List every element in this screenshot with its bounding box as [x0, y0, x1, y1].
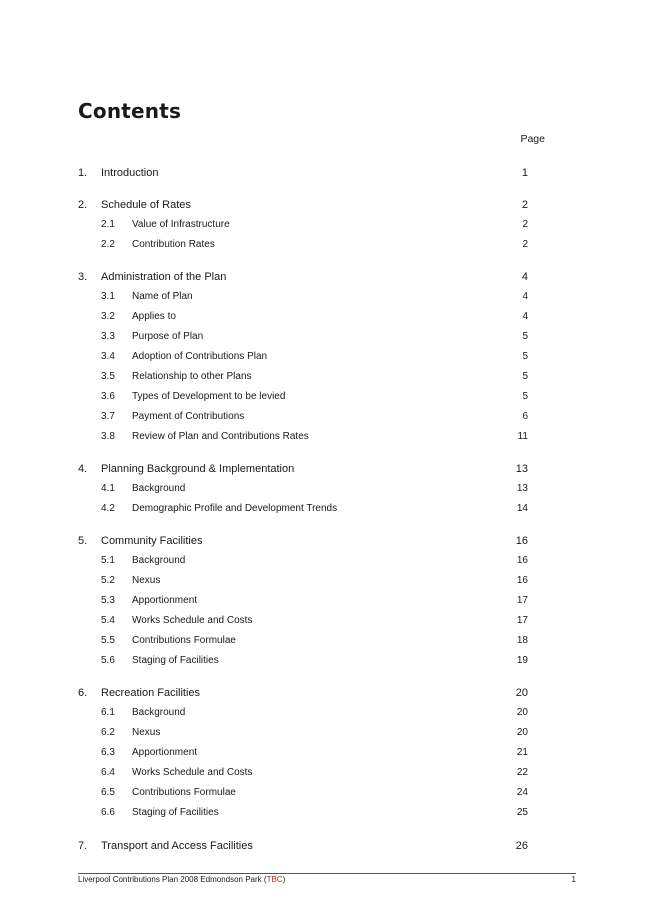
toc-section-page: 4 — [521, 271, 528, 283]
toc-subsection-number: 5.4 — [101, 615, 115, 626]
toc-subsection-row[interactable] — [0, 745, 653, 761]
toc-subsection-number: 2.1 — [101, 219, 115, 230]
toc-subsection-page: 16 — [516, 575, 528, 586]
toc-section-number: 1. — [78, 167, 88, 179]
toc-subsection-page: 6 — [522, 411, 528, 422]
toc-subsection-number: 4.2 — [101, 503, 115, 514]
toc-section-number: 5. — [78, 535, 88, 547]
page-column-header: Page — [520, 133, 545, 145]
footer-title — [78, 875, 285, 884]
toc-subsection-number: 6.6 — [101, 807, 115, 818]
toc-section-number: 3. — [78, 271, 88, 283]
toc-subsection-number: 6.3 — [101, 747, 115, 758]
toc-subsection-row[interactable] — [0, 613, 653, 629]
toc-subsection-row[interactable] — [0, 501, 653, 517]
toc-subsection-title: Apportionment — [132, 747, 198, 758]
toc-subsection-title: Apportionment — [132, 595, 198, 606]
toc-subsection-row[interactable] — [0, 725, 653, 741]
toc-section-title: Administration of the Plan — [101, 271, 227, 283]
toc-subsection-title: Works Schedule and Costs — [132, 767, 253, 778]
toc-section-title: Introduction — [101, 167, 159, 179]
toc-subsection-number: 2.2 — [101, 239, 115, 250]
toc-subsection-page: 22 — [516, 767, 528, 778]
toc-section-row[interactable] — [0, 685, 653, 701]
toc-subsection-page: 24 — [516, 787, 528, 798]
toc-subsection-title: Applies to — [132, 311, 176, 322]
toc-section-row[interactable] — [0, 165, 653, 181]
toc-subsection-number: 5.5 — [101, 635, 115, 646]
toc-section-page: 20 — [515, 687, 528, 699]
toc-subsection-row[interactable] — [0, 409, 653, 425]
toc-section-title: Recreation Facilities — [101, 687, 201, 699]
toc-subsection-title: Nexus — [132, 575, 161, 586]
toc-subsection-page: 2 — [522, 219, 528, 230]
toc-subsection-number: 3.3 — [101, 331, 115, 342]
toc-subsection-page: 17 — [516, 595, 528, 606]
toc-subsection-page: 16 — [516, 555, 528, 566]
footer-page-number: 1 — [571, 875, 576, 884]
toc-subsection-number: 5.2 — [101, 575, 115, 586]
toc-subsection-row[interactable] — [0, 217, 653, 233]
toc-subsection-row[interactable] — [0, 573, 653, 589]
toc-subsection-number: 5.6 — [101, 655, 115, 666]
toc-subsection-title: Name of Plan — [132, 291, 193, 302]
toc-subsection-row[interactable] — [0, 329, 653, 345]
toc-section-page: 26 — [515, 840, 528, 852]
toc-section-page: 1 — [521, 167, 528, 179]
toc-subsection-page: 18 — [516, 635, 528, 646]
toc-subsection-row[interactable] — [0, 429, 653, 445]
toc-subsection-page: 5 — [522, 331, 528, 342]
toc-subsection-title: Background — [132, 707, 186, 718]
toc-subsection-title: Staging of Facilities — [132, 655, 219, 666]
toc-subsection-row[interactable] — [0, 237, 653, 253]
toc-subsection-page: 4 — [522, 291, 528, 302]
toc-subsection-page: 5 — [522, 371, 528, 382]
toc-subsection-title: Contributions Formulae — [132, 635, 236, 646]
toc-subsection-row[interactable] — [0, 633, 653, 649]
toc-subsection-title: Adoption of Contributions Plan — [132, 351, 268, 362]
toc-subsection-title: Contributions Formulae — [132, 787, 236, 798]
toc-subsection-title: Staging of Facilities — [132, 807, 219, 818]
toc-subsection-page: 13 — [516, 483, 528, 494]
toc-section-row[interactable] — [0, 461, 653, 477]
toc-subsection-title: Contribution Rates — [132, 239, 215, 250]
toc-subsection-title: Value of Infrastructure — [132, 219, 230, 230]
toc-subsection-page: 17 — [516, 615, 528, 626]
toc-subsection-title: Relationship to other Plans — [132, 371, 252, 382]
toc-subsection-page: 25 — [516, 807, 528, 818]
toc-subsection-row[interactable] — [0, 653, 653, 669]
toc-subsection-page: 14 — [516, 503, 528, 514]
toc-subsection-number: 5.1 — [101, 555, 115, 566]
footer-close-paren: ) — [282, 875, 286, 884]
toc-subsection-page: 11 — [517, 431, 528, 442]
toc-subsection-number: 3.7 — [101, 411, 115, 422]
toc-section-title: Schedule of Rates — [101, 199, 191, 211]
toc-subsection-row[interactable] — [0, 389, 653, 405]
toc-subsection-number: 6.5 — [101, 787, 115, 798]
toc-subsection-row[interactable] — [0, 481, 653, 497]
toc-section-title: Community Facilities — [101, 535, 203, 547]
toc-subsection-page: 20 — [516, 707, 528, 718]
footer-tbc-tag: TBC — [266, 875, 283, 884]
toc-section-title: Transport and Access Facilities — [101, 840, 253, 852]
toc-subsection-title: Purpose of Plan — [132, 331, 204, 342]
toc-subsection-title: Nexus — [132, 727, 161, 738]
toc-section-row[interactable] — [0, 838, 653, 854]
toc-section-title: Planning Background & Implementation — [101, 463, 295, 475]
toc-subsection-page: 2 — [522, 239, 528, 250]
toc-subsection-page: 20 — [516, 727, 528, 738]
toc-subsection-page: 19 — [516, 655, 528, 666]
toc-subsection-title: Demographic Profile and Development Trends — [132, 503, 338, 514]
toc-subsection-number: 6.2 — [101, 727, 115, 738]
footer-divider — [78, 873, 576, 874]
toc-subsection-title: Background — [132, 555, 186, 566]
toc-subsection-page: 5 — [522, 391, 528, 402]
toc-subsection-title: Types of Development to be levied — [132, 391, 286, 402]
toc-subsection-number: 3.1 — [101, 291, 115, 302]
toc-subsection-row[interactable] — [0, 765, 653, 781]
toc-section-number: 4. — [78, 463, 88, 475]
toc-subsection-page: 4 — [522, 311, 528, 322]
toc-subsection-row[interactable] — [0, 553, 653, 569]
toc-subsection-row[interactable] — [0, 289, 653, 305]
toc-subsection-number: 3.4 — [101, 351, 115, 362]
toc-section-number: 6. — [78, 687, 88, 699]
toc-subsection-row[interactable] — [0, 593, 653, 609]
toc-subsection-title: Works Schedule and Costs — [132, 615, 253, 626]
toc-subsection-page: 5 — [522, 351, 528, 362]
toc-subsection-number: 6.4 — [101, 767, 115, 778]
toc-subsection-number: 3.8 — [101, 431, 115, 442]
toc-subsection-page: 21 — [516, 747, 528, 758]
toc-subsection-number: 3.2 — [101, 311, 115, 322]
toc-section-page: 16 — [515, 535, 528, 547]
toc-section-page: 2 — [521, 199, 528, 211]
toc-subsection-number: 5.3 — [101, 595, 115, 606]
toc-subsection-title: Background — [132, 483, 186, 494]
toc-section-page: 13 — [515, 463, 528, 475]
toc-subsection-number: 3.6 — [101, 391, 115, 402]
toc-section-number: 7. — [78, 840, 88, 852]
toc-subsection-row[interactable] — [0, 805, 653, 821]
toc-subsection-number: 3.5 — [101, 371, 115, 382]
toc-section-row[interactable] — [0, 197, 653, 213]
footer-text: Liverpool Contributions Plan 2008 Edmondson Park ( — [78, 875, 267, 884]
toc-subsection-number: 4.1 — [101, 483, 115, 494]
toc-subsection-title: Payment of Contributions — [132, 411, 245, 422]
page-title: Contents — [78, 99, 182, 123]
toc-subsection-row[interactable] — [0, 705, 653, 721]
toc-subsection-row[interactable] — [0, 785, 653, 801]
toc-subsection-number: 6.1 — [101, 707, 115, 718]
toc-subsection-row[interactable] — [0, 369, 653, 385]
toc-subsection-row[interactable] — [0, 309, 653, 325]
toc-subsection-row[interactable] — [0, 349, 653, 365]
toc-subsection-title: Review of Plan and Contributions Rates — [132, 431, 309, 442]
toc-section-number: 2. — [78, 199, 88, 211]
toc-section-row[interactable] — [0, 533, 653, 549]
toc-section-row[interactable] — [0, 269, 653, 285]
